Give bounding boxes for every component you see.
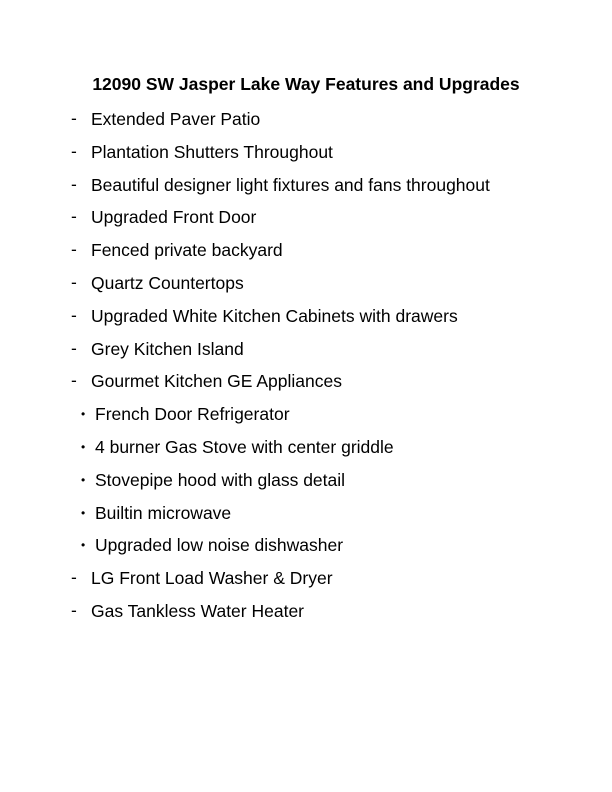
sub-list-item-text: Upgraded low noise dishwasher [95, 535, 344, 556]
dash-marker: - [71, 304, 77, 325]
sub-list-item [0, 500, 612, 533]
sub-list-item [0, 401, 612, 434]
dash-marker: - [71, 271, 77, 292]
list-item-text: Fenced private backyard [91, 240, 283, 261]
bullet-marker: • [81, 407, 86, 422]
list-item [0, 237, 612, 270]
list-item [0, 565, 612, 598]
bullet-marker: • [81, 505, 86, 520]
bullet-marker: • [81, 538, 86, 553]
list-item [0, 106, 612, 139]
list-item-text: Gas Tankless Water Heater [91, 600, 304, 621]
dash-marker: - [71, 337, 77, 358]
dash-marker: - [71, 599, 77, 620]
feature-list [0, 106, 612, 631]
list-item [0, 204, 612, 237]
list-item-text: Extended Paver Patio [91, 109, 261, 129]
dash-marker: - [71, 370, 77, 391]
list-item [0, 368, 612, 401]
dash-marker: - [71, 567, 77, 588]
list-item [0, 270, 612, 303]
bullet-marker: • [81, 472, 86, 487]
sub-list-item [0, 434, 612, 467]
list-item [0, 598, 612, 631]
sub-list-item [0, 532, 612, 565]
list-item [0, 303, 612, 336]
dash-marker: - [71, 239, 77, 260]
list-item-text: Upgraded White Kitchen Cabinets with drawers [91, 305, 458, 326]
list-item [0, 336, 612, 369]
list-item-text: Gourmet Kitchen GE Appliances [91, 371, 342, 392]
list-item-text: Plantation Shutters Throughout [91, 141, 333, 162]
list-item [0, 172, 612, 205]
dash-marker: - [71, 206, 77, 227]
dash-marker: - [71, 140, 77, 161]
list-item-text: Beautiful designer light fixtures and fans throughout [91, 174, 490, 195]
list-item-text: Upgraded Front Door [91, 207, 257, 228]
list-item-text: LG Front Load Washer & Dryer [91, 568, 333, 589]
document-title-text: 12090 SW Jasper Lake Way Features and Upgrades [92, 74, 520, 94]
dash-marker: - [71, 108, 77, 128]
sub-list-item-text: Builtin microwave [95, 502, 232, 523]
list-item-text: Grey Kitchen Island [91, 338, 244, 359]
sub-list-item-text: 4 burner Gas Stove with center griddle [95, 436, 394, 457]
sub-list-item-text: French Door Refrigerator [95, 404, 290, 425]
bullet-marker: • [81, 439, 86, 454]
list-item [0, 139, 612, 172]
sub-list-item [0, 467, 612, 500]
list-item-text: Quartz Countertops [91, 272, 244, 293]
sub-list-item-text: Stovepipe hood with glass detail [95, 469, 346, 490]
document-title [0, 73, 612, 95]
dash-marker: - [71, 173, 77, 194]
